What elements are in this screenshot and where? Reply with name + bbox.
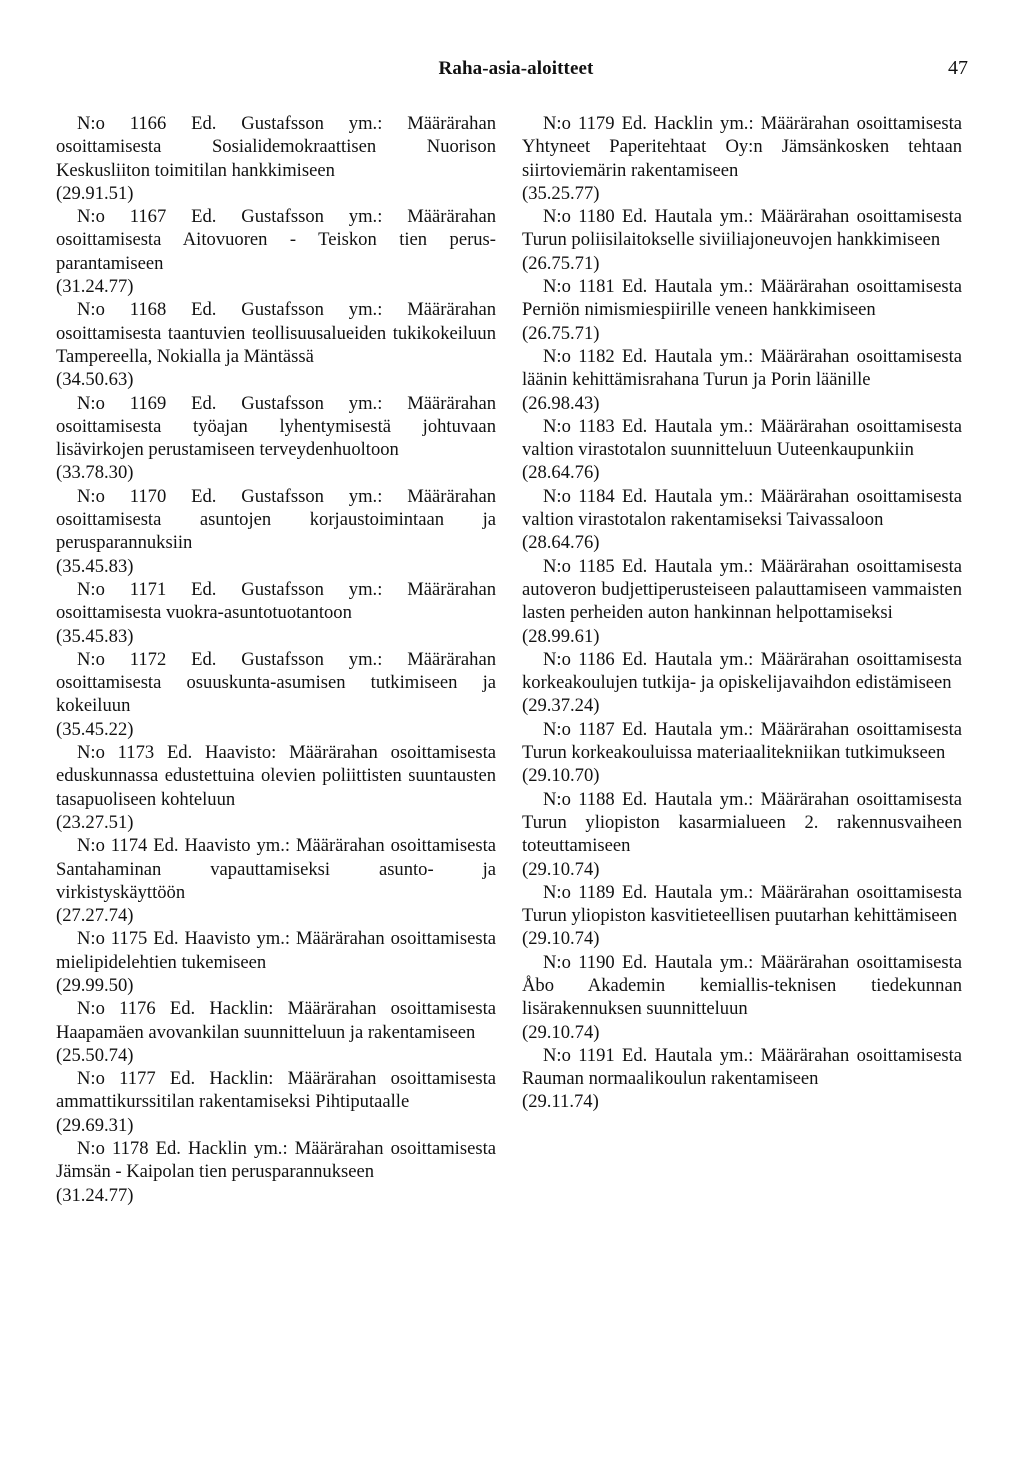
entry-text: N:o 1177 Ed. Hacklin: Määrärahan osoittamisesta ammattikurssitilan rakentamiseksi Pihtiputaalle <box>56 1068 496 1113</box>
entry <box>56 485 496 578</box>
entry <box>522 788 962 881</box>
entry-text: N:o 1181 Ed. Hautala ym.: Määrärahan osoittamisesta Perniön nimismiespiirille veneen hankkimiseen <box>522 276 962 321</box>
entry <box>522 415 962 485</box>
entry-text: N:o 1191 Ed. Hautala ym.: Määrärahan osoittamisesta Rauman normaalikoulun rakentamiseen <box>522 1044 962 1090</box>
entry-text: N:o 1169 Ed. Gustafsson ym.: Määrärahan osoittamisesta työajan lyhentymisestä johtuvaan lisävirkojen perustamiseen terveydenhuoltoon <box>56 392 496 461</box>
entry-reference: (26.98.43) <box>522 392 600 414</box>
entry-text: N:o 1182 Ed. Hautala ym.: Määrärahan osoittamisesta läänin kehittämisrahana Turun ja Porin läänille <box>522 345 962 391</box>
entry-reference: (23.27.51) <box>56 811 134 833</box>
entry-text: N:o 1176 Ed. Hacklin: Määrärahan osoittamisesta Haapamäen avovankilan suunnitteluun ja rakentamiseen <box>56 998 496 1043</box>
entry-reference: (29.99.50) <box>56 974 134 996</box>
entry <box>522 718 962 788</box>
entry <box>56 392 496 485</box>
right-column <box>522 112 962 1114</box>
entry-text: N:o 1188 Ed. Hautala ym.: Määrärahan osoittamisesta Turun yliopiston kasarmialueen 2. rakennusvaiheen toteuttamiseen <box>522 788 962 857</box>
page-number: 47 <box>948 57 968 79</box>
entry-reference: (31.24.77) <box>56 1184 134 1206</box>
entry-text: N:o 1185 Ed. Hautala ym.: Määrärahan osoittamisesta autoveron budjettiperusteiseen palauttamiseen vammaisten lasten perheiden auton hankinnan helpottamiseksi <box>522 555 962 624</box>
entry-text: N:o 1179 Ed. Hacklin ym.: Määrärahan osoittamisesta Yhtyneet Paperitehtaat Oy:n Jämsänkosken tehtaan siirtoviemärin rakentamiseen <box>522 113 962 181</box>
entry <box>522 881 962 951</box>
entry-reference: (29.10.74) <box>522 928 600 950</box>
entry <box>56 741 496 834</box>
entry <box>522 275 962 345</box>
entry-text: N:o 1173 Ed. Haavisto: Määrärahan osoittamisesta eduskunnassa edustettuina olevien poliittisten suuntausten tasapuoliseen kohteluun <box>56 742 496 810</box>
entry-text: N:o 1186 Ed. Hautala ym.: Määrärahan osoittamisesta korkeakoulujen tutkija- ja opiskelijavaihdon edistämiseen <box>522 648 962 694</box>
entry-text: N:o 1180 Ed. Hautala ym.: Määrärahan osoittamisesta Turun poliisilaitokselle siviiliajoneuvojen hankkimiseen <box>522 206 962 251</box>
entry-reference: (28.99.61) <box>522 625 600 647</box>
entry <box>522 345 962 415</box>
entry-reference: (29.10.74) <box>522 1021 600 1043</box>
entry <box>56 298 496 391</box>
entry-reference: (29.10.70) <box>522 765 600 787</box>
entry-reference: (35.45.22) <box>56 718 134 740</box>
entry-reference: (35.45.83) <box>56 555 134 577</box>
entry-reference: (33.78.30) <box>56 462 134 484</box>
entry <box>56 648 496 741</box>
running-title: Raha-asia-aloitteet <box>438 58 594 79</box>
entry-reference: (29.10.74) <box>522 858 600 880</box>
entry-text: N:o 1167 Ed. Gustafsson ym.: Määrärahan osoittamisesta Aitovuoren - Teiskon tien perusparantamiseen <box>56 206 496 274</box>
entry-text: N:o 1174 Ed. Haavisto ym.: Määrärahan osoittamisesta Santahaminan vapauttamiseksi asunto- ja virkistyskäyttöön <box>56 835 496 903</box>
entry <box>522 112 962 205</box>
entry-text: N:o 1168 Ed. Gustafsson ym.: Määrärahan osoittamisesta taantuvien teollisuusalueiden tukikokeiluun Tampereella, Nokialla ja Mäntässä <box>56 299 496 367</box>
entry-text: N:o 1171 Ed. Gustafsson ym.: Määrärahan osoittamisesta vuokra-asuntotuotantoon <box>56 578 496 624</box>
entry-reference: (29.69.31) <box>56 1114 134 1136</box>
entry-text: N:o 1172 Ed. Gustafsson ym.: Määrärahan osoittamisesta osuuskunta-asumisen tutkimiseen ja kokeiluun <box>56 648 496 717</box>
entry <box>522 951 962 1044</box>
entry-reference: (28.64.76) <box>522 462 600 484</box>
entry-reference: (35.25.77) <box>522 182 600 204</box>
entry-text: N:o 1166 Ed. Gustafsson ym.: Määrärahan osoittamisesta Sosialidemokraattisen Nuorison Keskusliiton toimitilan hankkimiseen <box>56 113 496 181</box>
entry <box>56 834 496 927</box>
entry-text: N:o 1175 Ed. Haavisto ym.: Määrärahan osoittamisesta mielipidelehtien tukemiseen <box>56 928 496 973</box>
entry-reference: (29.91.51) <box>56 182 134 204</box>
entry-reference: (26.75.71) <box>522 252 600 274</box>
entry <box>56 112 496 205</box>
entry <box>522 555 962 648</box>
entry-reference: (28.64.76) <box>522 532 600 554</box>
entry <box>522 648 962 718</box>
entry-reference: (27.27.74) <box>56 905 134 927</box>
entry-text: N:o 1189 Ed. Hautala ym.: Määrärahan osoittamisesta Turun yliopiston kasvitieteellisen puutarhan kehittämiseen <box>522 881 962 927</box>
entry <box>522 205 962 275</box>
entry-reference: (31.24.77) <box>56 276 134 298</box>
entry-reference: (34.50.63) <box>56 369 134 391</box>
entry-reference: (25.50.74) <box>56 1044 134 1066</box>
entry-text: N:o 1178 Ed. Hacklin ym.: Määrärahan osoittamisesta Jämsän - Kaipolan tien perusparannukseen <box>56 1138 496 1183</box>
entry-text: N:o 1190 Ed. Hautala ym.: Määrärahan osoittamisesta Åbo Akademin kemiallis-teknisen tiedekunnan lisärakennuksen suunnitteluun <box>522 951 962 1020</box>
entry-reference: (29.11.74) <box>522 1091 599 1113</box>
entry-reference: (29.37.24) <box>522 695 600 717</box>
entry <box>56 1067 496 1137</box>
entry <box>522 485 962 555</box>
entry <box>522 1044 962 1114</box>
entry-text: N:o 1183 Ed. Hautala ym.: Määrärahan osoittamisesta valtion virastotalon suunnitteluun Uuteenkaupunkiin <box>522 415 962 461</box>
entry <box>56 997 496 1067</box>
entry-text: N:o 1184 Ed. Hautala ym.: Määrärahan osoittamisesta valtion virastotalon rakentamiseksi Taivassaloon <box>522 485 962 531</box>
entry-reference: (26.75.71) <box>522 322 600 344</box>
entry-text: N:o 1187 Ed. Hautala ym.: Määrärahan osoittamisesta Turun korkeakouluissa materiaalitekniikan tutkimukseen <box>522 718 962 764</box>
entry <box>56 578 496 648</box>
entry-reference: (35.45.83) <box>56 625 134 647</box>
entry <box>56 205 496 298</box>
entry <box>56 927 496 997</box>
entry <box>56 1137 496 1207</box>
left-column <box>56 112 496 1207</box>
entry-text: N:o 1170 Ed. Gustafsson ym.: Määrärahan osoittamisesta asuntojen korjaustoimintaan ja perusparannuksiin <box>56 485 496 554</box>
